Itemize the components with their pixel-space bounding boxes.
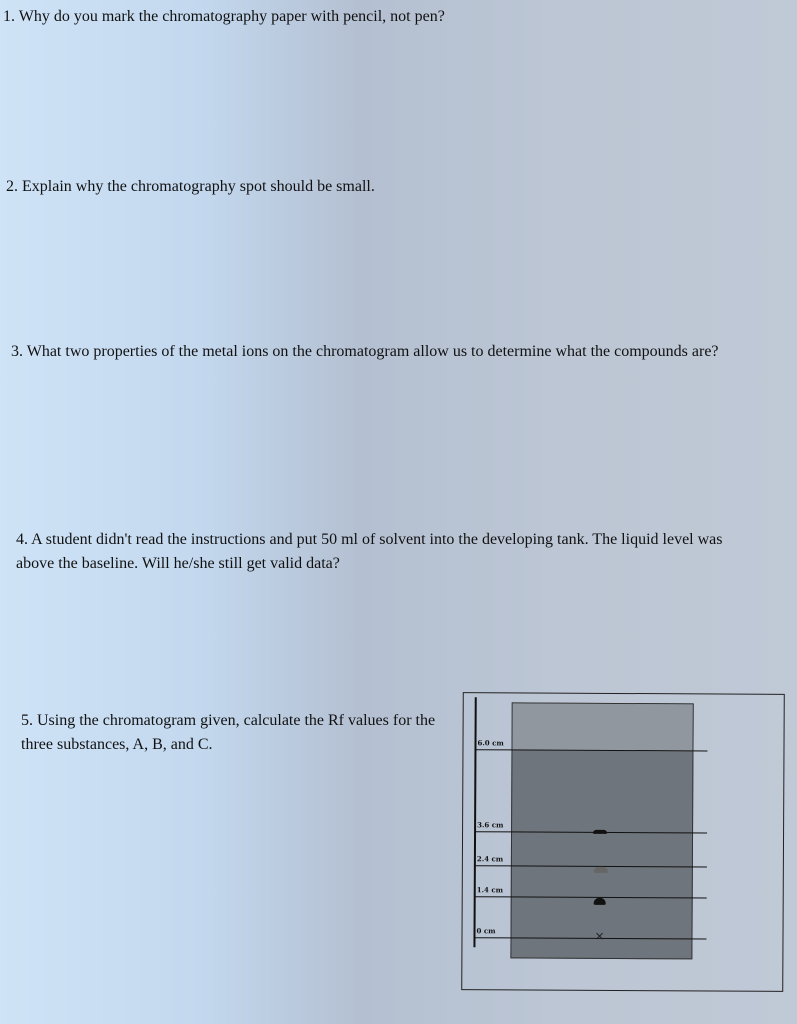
label-3-6cm: 3.6 cm bbox=[477, 820, 504, 830]
question-number: 1. bbox=[3, 8, 15, 25]
question-text: Why do you mark the chromatography paper with pencil, not pen? bbox=[18, 8, 445, 25]
spot-c bbox=[594, 898, 606, 905]
label-6cm: 6.0 cm bbox=[477, 738, 504, 748]
question-number: 2. bbox=[6, 178, 18, 195]
question-1 bbox=[3, 5, 783, 29]
question-number: 3. bbox=[11, 343, 23, 360]
chromatogram-figure bbox=[461, 692, 785, 992]
question-4 bbox=[16, 528, 746, 576]
label-2-4cm: 2.4 cm bbox=[476, 854, 504, 864]
question-3 bbox=[11, 340, 741, 364]
spot-b bbox=[594, 867, 608, 873]
question-text: Using the chromatogram given, calculate the Rf values for the three substances, A, B, and C. bbox=[21, 712, 436, 753]
question-text: A student didn't read the instructions and put 50 ml of solvent into the developing tank. The liquid level was above the baseline. Will he/she still get valid data? bbox=[16, 531, 723, 572]
spot-a bbox=[593, 830, 607, 834]
question-text: What two properties of the metal ions on the chromatogram allow us to determine what the compounds are? bbox=[26, 343, 719, 360]
question-2 bbox=[6, 175, 786, 199]
question-text: Explain why the chromatography spot should be small. bbox=[22, 178, 375, 195]
question-5 bbox=[21, 709, 451, 757]
question-number: 4. bbox=[16, 531, 28, 548]
label-1-4cm: 1.4 cm bbox=[476, 885, 504, 895]
question-number: 5. bbox=[21, 712, 33, 729]
origin-mark: × bbox=[594, 928, 605, 943]
label-0cm: 0 cm bbox=[476, 926, 496, 936]
